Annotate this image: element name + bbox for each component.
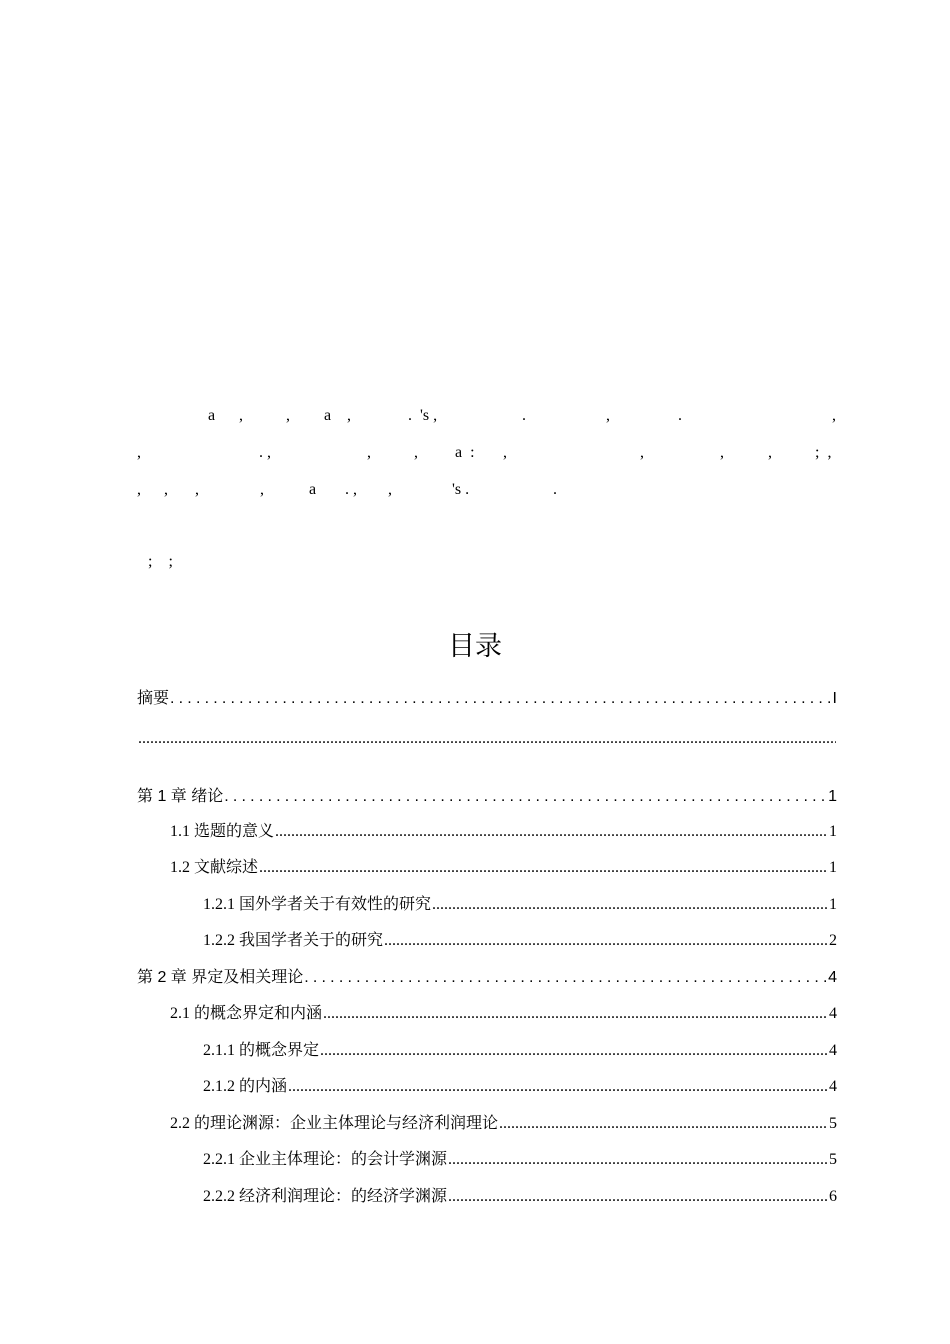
abstract-fragment: a	[309, 481, 317, 498]
abstract-fragment: ,	[239, 407, 243, 424]
toc-entry-label: 2.1.2 的内涵	[203, 1078, 288, 1095]
toc-entry-label: 2.1 的概念界定和内涵	[170, 1005, 323, 1022]
toc-entry-page: 4	[828, 969, 837, 986]
toc-entry[interactable]	[170, 1003, 837, 1025]
toc-entry-label: 2.2.2 经济利润理论：的经济学渊源	[203, 1188, 448, 1205]
toc-leader	[170, 688, 832, 710]
toc-leader	[499, 1113, 828, 1135]
toc-entry-label: 1.2.2 我国学者关于的研究	[203, 932, 384, 949]
toc-entry[interactable]	[137, 786, 837, 808]
toc-leader	[448, 1186, 828, 1208]
toc-entry-label: 第 2 章 界定及相关理论	[137, 969, 304, 986]
abstract-fragment: 's .	[452, 481, 470, 498]
toc-entry-label: 2.2.1 企业主体理论：的会计学渊源	[203, 1151, 448, 1168]
toc-entry-page: 1	[829, 823, 837, 840]
abstract-fragment: .	[522, 407, 526, 424]
abstract-fragment: . ,	[259, 444, 271, 461]
abstract-fragment: ,	[606, 407, 610, 424]
toc-entry[interactable]	[203, 1186, 837, 1208]
toc-leader	[320, 1040, 828, 1062]
abstract-fragment: ; ,	[815, 444, 832, 461]
toc-leader	[304, 967, 827, 989]
toc-entry[interactable]	[203, 930, 837, 952]
abstract-fragment: . 's ,	[408, 407, 438, 424]
abstract-fragment: ,	[195, 481, 199, 498]
toc-entry-label: 2.2 的理论渊源：企业主体理论与经济利润理论	[170, 1115, 499, 1132]
keywords: ; ;	[148, 553, 173, 570]
abstract-fragment: ,	[286, 407, 290, 424]
toc-entry-page: 5	[829, 1151, 837, 1168]
toc-leader	[384, 930, 828, 952]
toc-entry-label: 1.1 选题的意义	[170, 823, 275, 840]
abstract-fragment: ,	[137, 481, 141, 498]
toc-entry-label: 1.2.1 国外学者关于有效性的研究	[203, 896, 432, 913]
toc-entry-page: 5	[829, 1115, 837, 1132]
toc-entry-page: 4	[829, 1042, 837, 1059]
toc-entry-page: I	[832, 690, 837, 707]
toc-leader	[288, 1076, 828, 1098]
toc-entry-page: 2	[829, 932, 837, 949]
toc-entry-label: 1.2 文献综述	[170, 859, 259, 876]
toc-entry[interactable]	[203, 1040, 837, 1062]
abstract-fragment: ,	[367, 444, 371, 461]
abstract-fragment: ,	[137, 444, 141, 461]
toc-leader	[138, 728, 836, 750]
toc-leader	[259, 857, 828, 879]
abstract-fragment: ,	[503, 444, 507, 461]
toc-entry-page: 1	[828, 788, 837, 805]
toc-entry[interactable]	[137, 967, 837, 989]
abstract-fragment: ,	[768, 444, 772, 461]
toc-leader	[323, 1003, 828, 1025]
abstract-fragment: .	[553, 481, 557, 498]
toc-leader	[432, 894, 828, 916]
abstract-fragment: a	[208, 407, 216, 424]
toc-entry[interactable]	[203, 1149, 837, 1171]
abstract-fragment: ,	[388, 481, 392, 498]
toc-entry-page: 1	[829, 896, 837, 913]
abstract-fragment: ,	[832, 407, 836, 424]
abstract-fragment: ,	[347, 407, 351, 424]
toc-entry[interactable]	[137, 728, 837, 750]
abstract-fragment: a	[324, 407, 332, 424]
toc-entry[interactable]	[137, 688, 837, 710]
toc-entry[interactable]	[170, 1113, 837, 1135]
abstract-fragment: ,	[260, 481, 264, 498]
abstract-fragment: ,	[640, 444, 644, 461]
toc-entry-page: 4	[829, 1005, 837, 1022]
toc-entry-page: 1	[829, 859, 837, 876]
toc-entry[interactable]	[170, 857, 837, 879]
toc-leader	[224, 786, 827, 808]
toc-leader	[448, 1149, 828, 1171]
abstract-fragment: ,	[414, 444, 418, 461]
abstract-fragment: . ,	[345, 481, 357, 498]
toc-entry-label: 2.1.1 的概念界定	[203, 1042, 320, 1059]
abstract-fragment: ,	[720, 444, 724, 461]
toc-entry[interactable]	[203, 894, 837, 916]
toc-leader	[275, 821, 828, 843]
toc-entry-label: 第 1 章 绪论	[137, 788, 224, 805]
abstract-fragment: a :	[455, 444, 475, 461]
toc-entry-page: 4	[829, 1078, 837, 1095]
toc-entry[interactable]	[203, 1076, 837, 1098]
abstract-fragment: ,	[164, 481, 168, 498]
toc-entry-label: 摘要	[137, 690, 170, 707]
toc-entry[interactable]	[170, 821, 837, 843]
toc-title: 目录	[448, 631, 502, 661]
abstract-fragment: .	[678, 407, 682, 424]
toc-entry-page: 6	[829, 1188, 837, 1205]
